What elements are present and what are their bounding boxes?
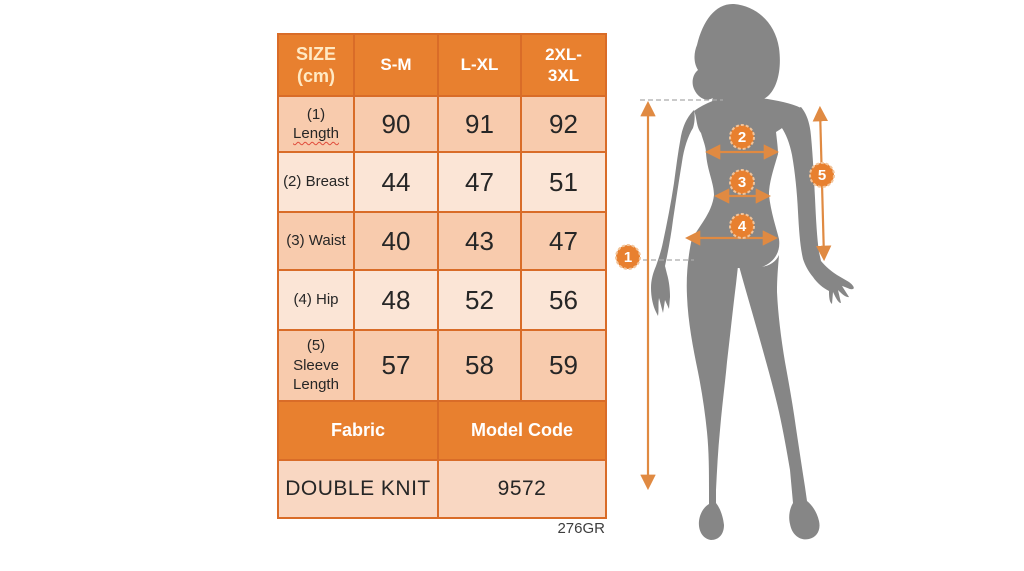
value-length-2xl3xl: 92 [521, 96, 606, 152]
row-label-sleeve-length: (5) Sleeve Length [278, 330, 354, 401]
row-label-length: (1) Length [278, 96, 354, 152]
value-breast-lxl: 47 [438, 152, 521, 212]
column-header-lxl: L-XL [438, 34, 521, 96]
value-sleeve-lxl: 58 [438, 330, 521, 401]
value-waist-sm: 40 [354, 212, 438, 270]
fabric-header: Fabric [278, 401, 438, 460]
model-code-value: 9572 [438, 460, 606, 518]
value-length-lxl: 91 [438, 96, 521, 152]
row-label-waist: (3) Waist [278, 212, 354, 270]
column-header-sm: S-M [354, 34, 438, 96]
marker-circle-2 [730, 125, 754, 149]
svg-text:3: 3 [737, 174, 747, 191]
marker-circle-3 [730, 170, 754, 194]
svg-text:4: 4 [737, 218, 747, 235]
marker-circle-5 [810, 163, 834, 187]
product-code-label: 276GR [557, 520, 605, 537]
value-hip-2xl3xl: 56 [521, 270, 606, 330]
value-sleeve-sm: 57 [354, 330, 438, 401]
size-table [277, 33, 607, 519]
value-breast-sm: 44 [354, 152, 438, 212]
measurement-diagram [610, 0, 910, 560]
body-silhouette [651, 4, 854, 540]
row-label-hip: (4) Hip [278, 270, 354, 330]
value-hip-lxl: 52 [438, 270, 521, 330]
left-leg-shape [687, 238, 738, 540]
svg-text:1: 1 [623, 249, 633, 266]
value-breast-2xl3xl: 51 [521, 152, 606, 212]
marker-circle-1 [616, 245, 640, 269]
size-header-cell [278, 34, 354, 96]
row-label-breast: (2) Breast [278, 152, 354, 212]
value-hip-sm: 48 [354, 270, 438, 330]
size-header-line1: SIZE [295, 43, 336, 64]
svg-text:5: 5 [817, 167, 827, 184]
size-header-line2: (cm) [296, 66, 335, 86]
value-sleeve-2xl3xl: 59 [521, 330, 606, 401]
right-leg-shape [739, 255, 820, 539]
fabric-value: DOUBLE KNIT [278, 460, 438, 518]
column-header-2xl3xl: 2XL-3XL [521, 34, 606, 96]
svg-text:2: 2 [737, 129, 747, 146]
right-arm-shape [777, 107, 854, 304]
value-length-sm: 90 [354, 96, 438, 152]
value-waist-lxl: 43 [438, 212, 521, 270]
marker-circle-4 [730, 214, 754, 238]
value-waist-2xl3xl: 47 [521, 212, 606, 270]
model-code-header: Model Code [438, 401, 606, 460]
